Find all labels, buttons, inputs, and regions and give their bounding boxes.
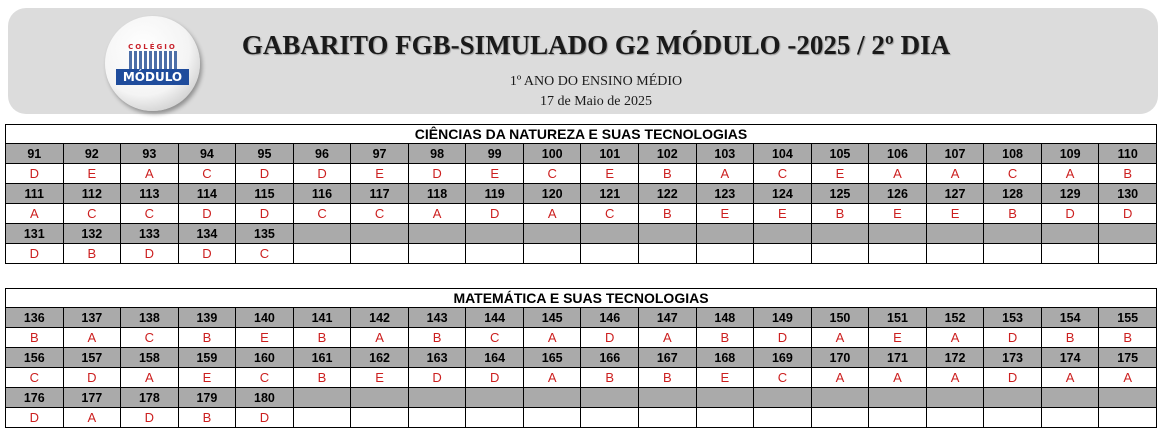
answer-cell: D bbox=[6, 164, 64, 184]
answer-cell bbox=[1099, 408, 1157, 428]
answer-cell: D bbox=[466, 204, 524, 224]
question-number-cell: 154 bbox=[1041, 308, 1099, 328]
answer-cell: B bbox=[293, 328, 351, 348]
question-number-cell: 180 bbox=[236, 388, 294, 408]
question-number-cell: 177 bbox=[63, 388, 121, 408]
question-number-cell bbox=[984, 224, 1042, 244]
answer-cell: E bbox=[696, 204, 754, 224]
answer-cell: D bbox=[466, 368, 524, 388]
answer-cell bbox=[984, 244, 1042, 264]
question-number-cell bbox=[523, 224, 581, 244]
question-number-cell: 131 bbox=[6, 224, 64, 244]
question-number-cell: 146 bbox=[581, 308, 639, 328]
question-number-cell: 106 bbox=[869, 144, 927, 164]
question-number-cell bbox=[466, 224, 524, 244]
question-number-cell: 108 bbox=[984, 144, 1042, 164]
answer-cell bbox=[523, 408, 581, 428]
answer-cell bbox=[984, 408, 1042, 428]
answer-cell: E bbox=[63, 164, 121, 184]
answer-cell: B bbox=[1041, 328, 1099, 348]
question-number-cell: 149 bbox=[754, 308, 812, 328]
section-title: MATEMÁTICA E SUAS TECNOLOGIAS bbox=[6, 289, 1157, 308]
question-number-row bbox=[6, 388, 1157, 408]
question-number-cell bbox=[754, 388, 812, 408]
question-number-cell: 133 bbox=[121, 224, 179, 244]
question-number-cell: 135 bbox=[236, 224, 294, 244]
question-number-row bbox=[6, 144, 1157, 164]
question-number-cell: 111 bbox=[6, 184, 64, 204]
question-number-cell: 119 bbox=[466, 184, 524, 204]
question-number-cell bbox=[1099, 388, 1157, 408]
question-number-cell: 142 bbox=[351, 308, 409, 328]
question-number-cell bbox=[1041, 388, 1099, 408]
answer-cell bbox=[754, 244, 812, 264]
answer-cell: D bbox=[581, 328, 639, 348]
question-number-cell: 156 bbox=[6, 348, 64, 368]
answer-cell: B bbox=[1099, 164, 1157, 184]
answer-row bbox=[6, 204, 1157, 224]
question-number-cell: 129 bbox=[1041, 184, 1099, 204]
question-number-cell: 118 bbox=[408, 184, 466, 204]
question-number-cell: 113 bbox=[121, 184, 179, 204]
answer-cell bbox=[926, 244, 984, 264]
question-number-cell: 103 bbox=[696, 144, 754, 164]
question-number-cell: 159 bbox=[178, 348, 236, 368]
answer-key-table-natureza bbox=[5, 124, 1157, 264]
question-number-cell bbox=[581, 224, 639, 244]
question-number-cell: 95 bbox=[236, 144, 294, 164]
question-number-cell: 140 bbox=[236, 308, 294, 328]
answer-cell bbox=[696, 408, 754, 428]
answer-cell: B bbox=[811, 204, 869, 224]
answer-cell bbox=[696, 244, 754, 264]
question-number-cell: 132 bbox=[63, 224, 121, 244]
question-number-cell bbox=[811, 224, 869, 244]
answer-cell: C bbox=[581, 204, 639, 224]
answer-cell: B bbox=[639, 368, 697, 388]
answer-cell bbox=[639, 408, 697, 428]
answer-cell: D bbox=[408, 368, 466, 388]
question-number-cell: 93 bbox=[121, 144, 179, 164]
question-number-cell: 105 bbox=[811, 144, 869, 164]
question-number-cell: 157 bbox=[63, 348, 121, 368]
answer-cell: E bbox=[351, 368, 409, 388]
answer-cell: A bbox=[408, 204, 466, 224]
answer-cell: D bbox=[1041, 204, 1099, 224]
question-number-cell: 169 bbox=[754, 348, 812, 368]
question-number-cell bbox=[754, 224, 812, 244]
question-number-cell bbox=[466, 388, 524, 408]
answer-cell: D bbox=[754, 328, 812, 348]
answer-row bbox=[6, 328, 1157, 348]
answer-cell bbox=[293, 408, 351, 428]
answer-cell: A bbox=[63, 408, 121, 428]
question-number-cell: 134 bbox=[178, 224, 236, 244]
question-number-cell: 137 bbox=[63, 308, 121, 328]
answer-cell: A bbox=[523, 204, 581, 224]
question-number-cell bbox=[293, 388, 351, 408]
question-number-cell: 148 bbox=[696, 308, 754, 328]
page-title: GABARITO FGB-SIMULADO G2 MÓDULO -2025 / 2º DIA bbox=[241, 30, 951, 60]
question-number-cell: 130 bbox=[1099, 184, 1157, 204]
answer-cell bbox=[811, 244, 869, 264]
question-number-cell: 165 bbox=[523, 348, 581, 368]
answer-cell: D bbox=[121, 408, 179, 428]
question-number-cell: 172 bbox=[926, 348, 984, 368]
answer-cell bbox=[754, 408, 812, 428]
answer-cell: C bbox=[6, 368, 64, 388]
question-number-cell: 94 bbox=[178, 144, 236, 164]
answer-cell bbox=[408, 408, 466, 428]
question-number-row bbox=[6, 224, 1157, 244]
answer-cell: C bbox=[754, 368, 812, 388]
question-number-cell: 128 bbox=[984, 184, 1042, 204]
question-number-cell: 125 bbox=[811, 184, 869, 204]
answer-cell: B bbox=[984, 204, 1042, 224]
answer-cell: A bbox=[121, 368, 179, 388]
answer-cell: E bbox=[869, 204, 927, 224]
answer-cell: C bbox=[63, 204, 121, 224]
question-number-cell bbox=[869, 224, 927, 244]
answer-row bbox=[6, 164, 1157, 184]
answer-cell: E bbox=[811, 164, 869, 184]
answer-cell: B bbox=[581, 368, 639, 388]
answer-cell bbox=[408, 244, 466, 264]
school-logo bbox=[105, 16, 200, 111]
answer-cell bbox=[351, 408, 409, 428]
exam-date: 17 de Maio de 2025 bbox=[540, 94, 652, 109]
answer-cell bbox=[926, 408, 984, 428]
question-number-cell: 110 bbox=[1099, 144, 1157, 164]
answer-cell: C bbox=[466, 328, 524, 348]
question-number-cell: 112 bbox=[63, 184, 121, 204]
question-number-cell: 147 bbox=[639, 308, 697, 328]
answer-cell: E bbox=[236, 328, 294, 348]
question-number-cell: 151 bbox=[869, 308, 927, 328]
answer-cell: A bbox=[696, 164, 754, 184]
answer-cell: D bbox=[178, 204, 236, 224]
question-number-cell: 100 bbox=[523, 144, 581, 164]
grade-subtitle: 1º ANO DO ENSINO MÉDIO bbox=[509, 74, 683, 89]
answer-row bbox=[6, 244, 1157, 264]
logo-top-text: COLÉGIO bbox=[128, 43, 177, 51]
answer-cell bbox=[581, 408, 639, 428]
answer-cell: D bbox=[236, 204, 294, 224]
answer-cell: C bbox=[984, 164, 1042, 184]
question-number-cell: 127 bbox=[926, 184, 984, 204]
answer-cell: D bbox=[408, 164, 466, 184]
header-banner bbox=[8, 8, 1158, 114]
question-number-cell bbox=[1099, 224, 1157, 244]
answer-cell: C bbox=[178, 164, 236, 184]
answer-cell: D bbox=[236, 164, 294, 184]
answer-cell: E bbox=[869, 328, 927, 348]
answer-cell: B bbox=[178, 408, 236, 428]
answer-cell: C bbox=[293, 204, 351, 224]
question-number-cell: 96 bbox=[293, 144, 351, 164]
answer-cell: D bbox=[6, 408, 64, 428]
answer-row bbox=[6, 408, 1157, 428]
question-number-cell: 161 bbox=[293, 348, 351, 368]
question-number-cell bbox=[811, 388, 869, 408]
question-number-cell: 126 bbox=[869, 184, 927, 204]
answer-cell bbox=[351, 244, 409, 264]
question-number-cell: 92 bbox=[63, 144, 121, 164]
answer-cell: E bbox=[178, 368, 236, 388]
question-number-cell bbox=[408, 388, 466, 408]
question-number-cell bbox=[869, 388, 927, 408]
question-number-cell: 123 bbox=[696, 184, 754, 204]
answer-cell: E bbox=[696, 368, 754, 388]
question-number-cell: 176 bbox=[6, 388, 64, 408]
question-number-cell bbox=[351, 224, 409, 244]
answer-cell: A bbox=[811, 328, 869, 348]
answer-cell bbox=[1041, 244, 1099, 264]
answer-cell: B bbox=[696, 328, 754, 348]
question-number-cell: 166 bbox=[581, 348, 639, 368]
question-number-cell: 120 bbox=[523, 184, 581, 204]
question-number-cell: 167 bbox=[639, 348, 697, 368]
answer-cell bbox=[639, 244, 697, 264]
question-number-cell: 98 bbox=[408, 144, 466, 164]
question-number-cell: 155 bbox=[1099, 308, 1157, 328]
question-number-cell bbox=[639, 388, 697, 408]
answer-cell: A bbox=[926, 368, 984, 388]
answer-cell: D bbox=[984, 368, 1042, 388]
answer-cell: D bbox=[236, 408, 294, 428]
question-number-cell: 163 bbox=[408, 348, 466, 368]
answer-cell: D bbox=[63, 368, 121, 388]
question-number-cell: 162 bbox=[351, 348, 409, 368]
question-number-cell: 150 bbox=[811, 308, 869, 328]
answer-cell: A bbox=[6, 204, 64, 224]
answer-cell bbox=[1099, 244, 1157, 264]
question-number-cell: 145 bbox=[523, 308, 581, 328]
answer-cell: A bbox=[1041, 164, 1099, 184]
answer-cell: A bbox=[63, 328, 121, 348]
question-number-cell: 97 bbox=[351, 144, 409, 164]
question-number-cell bbox=[293, 224, 351, 244]
answer-cell: A bbox=[121, 164, 179, 184]
question-number-cell: 109 bbox=[1041, 144, 1099, 164]
question-number-cell: 115 bbox=[236, 184, 294, 204]
answer-cell: D bbox=[121, 244, 179, 264]
question-number-cell bbox=[351, 388, 409, 408]
question-number-cell: 160 bbox=[236, 348, 294, 368]
question-number-cell: 139 bbox=[178, 308, 236, 328]
answer-cell: C bbox=[236, 368, 294, 388]
question-number-cell bbox=[696, 388, 754, 408]
answer-row bbox=[6, 368, 1157, 388]
question-number-cell: 116 bbox=[293, 184, 351, 204]
question-number-cell: 158 bbox=[121, 348, 179, 368]
answer-cell: C bbox=[121, 204, 179, 224]
answer-cell: C bbox=[523, 164, 581, 184]
answer-cell bbox=[523, 244, 581, 264]
question-number-cell: 121 bbox=[581, 184, 639, 204]
question-number-cell: 164 bbox=[466, 348, 524, 368]
question-number-cell: 153 bbox=[984, 308, 1042, 328]
logo-bottom-text: MÓDULO bbox=[116, 69, 189, 85]
question-number-cell: 101 bbox=[581, 144, 639, 164]
answer-cell: E bbox=[754, 204, 812, 224]
answer-cell: B bbox=[6, 328, 64, 348]
question-number-cell: 136 bbox=[6, 308, 64, 328]
answer-cell: A bbox=[1099, 368, 1157, 388]
question-number-cell bbox=[926, 224, 984, 244]
question-number-cell: 171 bbox=[869, 348, 927, 368]
answer-cell: A bbox=[811, 368, 869, 388]
answer-cell: E bbox=[581, 164, 639, 184]
question-number-cell: 91 bbox=[6, 144, 64, 164]
question-number-cell bbox=[696, 224, 754, 244]
answer-cell: D bbox=[293, 164, 351, 184]
answer-cell: C bbox=[754, 164, 812, 184]
question-number-row bbox=[6, 308, 1157, 328]
question-number-cell bbox=[639, 224, 697, 244]
answer-cell bbox=[811, 408, 869, 428]
answer-cell bbox=[293, 244, 351, 264]
question-number-cell bbox=[1041, 224, 1099, 244]
answer-cell: C bbox=[236, 244, 294, 264]
answer-cell bbox=[581, 244, 639, 264]
answer-cell: E bbox=[466, 164, 524, 184]
answer-cell: B bbox=[1099, 328, 1157, 348]
question-number-cell: 99 bbox=[466, 144, 524, 164]
question-number-row bbox=[6, 184, 1157, 204]
question-number-row bbox=[6, 348, 1157, 368]
answer-cell bbox=[869, 244, 927, 264]
question-number-cell: 174 bbox=[1041, 348, 1099, 368]
answer-cell: B bbox=[408, 328, 466, 348]
answer-cell: D bbox=[6, 244, 64, 264]
answer-cell: C bbox=[121, 328, 179, 348]
answer-cell: A bbox=[926, 328, 984, 348]
answer-cell: A bbox=[639, 328, 697, 348]
answer-cell: B bbox=[178, 328, 236, 348]
question-number-cell: 117 bbox=[351, 184, 409, 204]
answer-cell: A bbox=[926, 164, 984, 184]
answer-cell: C bbox=[351, 204, 409, 224]
question-number-cell bbox=[408, 224, 466, 244]
answer-cell bbox=[466, 408, 524, 428]
question-number-cell: 114 bbox=[178, 184, 236, 204]
question-number-cell: 141 bbox=[293, 308, 351, 328]
question-number-cell bbox=[523, 388, 581, 408]
question-number-cell: 173 bbox=[984, 348, 1042, 368]
question-number-cell bbox=[926, 388, 984, 408]
answer-cell: A bbox=[869, 164, 927, 184]
answer-cell: E bbox=[351, 164, 409, 184]
question-number-cell: 104 bbox=[754, 144, 812, 164]
question-number-cell: 144 bbox=[466, 308, 524, 328]
answer-cell bbox=[466, 244, 524, 264]
answer-cell: D bbox=[1099, 204, 1157, 224]
question-number-cell bbox=[984, 388, 1042, 408]
question-number-cell: 178 bbox=[121, 388, 179, 408]
question-number-cell: 175 bbox=[1099, 348, 1157, 368]
question-number-cell: 102 bbox=[639, 144, 697, 164]
question-number-cell: 138 bbox=[121, 308, 179, 328]
answer-cell: B bbox=[63, 244, 121, 264]
answer-cell: A bbox=[523, 368, 581, 388]
question-number-cell: 168 bbox=[696, 348, 754, 368]
question-number-cell: 179 bbox=[178, 388, 236, 408]
answer-cell bbox=[869, 408, 927, 428]
answer-cell: A bbox=[869, 368, 927, 388]
question-number-cell: 143 bbox=[408, 308, 466, 328]
answer-cell: B bbox=[639, 204, 697, 224]
answer-cell: A bbox=[1041, 368, 1099, 388]
answer-cell: D bbox=[178, 244, 236, 264]
answer-cell: B bbox=[639, 164, 697, 184]
question-number-cell: 107 bbox=[926, 144, 984, 164]
section-title: CIÊNCIAS DA NATUREZA E SUAS TECNOLOGIAS bbox=[6, 125, 1157, 144]
logo-bars-icon bbox=[129, 51, 177, 69]
answer-cell: E bbox=[926, 204, 984, 224]
answer-cell: A bbox=[523, 328, 581, 348]
answer-cell: A bbox=[351, 328, 409, 348]
answer-cell bbox=[1041, 408, 1099, 428]
answer-cell: B bbox=[293, 368, 351, 388]
question-number-cell: 170 bbox=[811, 348, 869, 368]
question-number-cell: 124 bbox=[754, 184, 812, 204]
question-number-cell: 122 bbox=[639, 184, 697, 204]
answer-key-table-matematica bbox=[5, 288, 1157, 428]
question-number-cell: 152 bbox=[926, 308, 984, 328]
question-number-cell bbox=[581, 388, 639, 408]
answer-cell: D bbox=[984, 328, 1042, 348]
